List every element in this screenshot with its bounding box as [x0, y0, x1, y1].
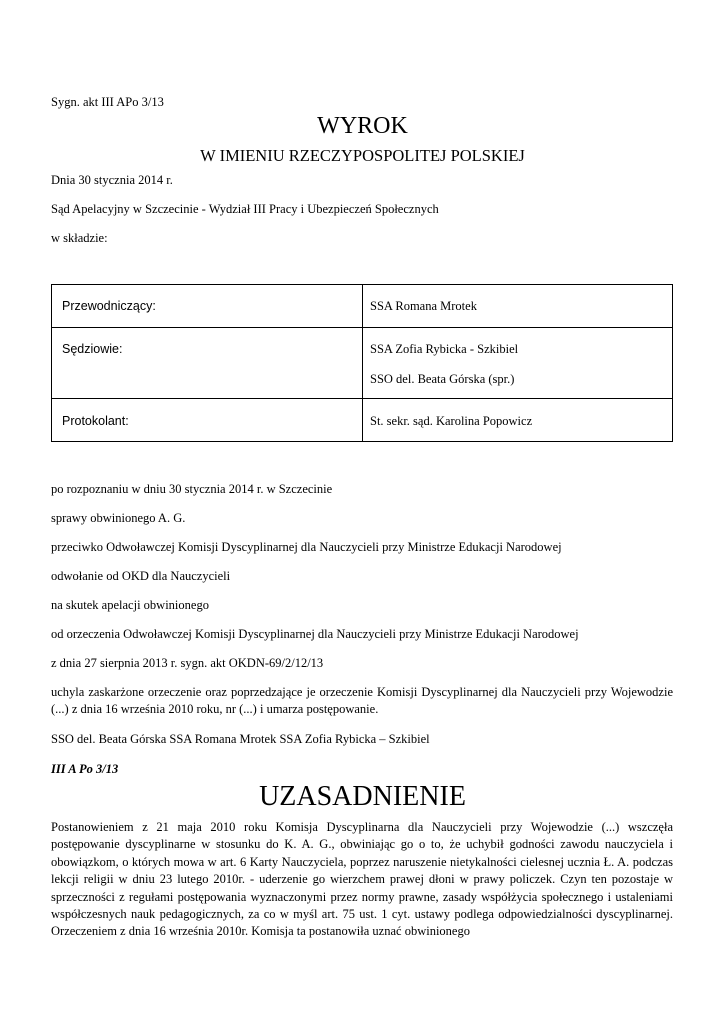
- paragraph: przeciwko Odwoławczej Komisji Dyscyplinarnej dla Nauczycieli przy Ministrze Edukacji Narodowej: [51, 540, 562, 554]
- judgment-date: Dnia 30 stycznia 2014 r.: [51, 173, 173, 187]
- court-name: Sąd Apelacyjny w Szczecinie - Wydział III Pracy i Ubezpieczeń Społecznych: [51, 202, 439, 216]
- table-divider: [52, 398, 672, 399]
- justification-heading: UZASADNIENIE: [259, 781, 466, 812]
- clerk-label: Protokolant:: [62, 414, 129, 428]
- paragraph: na skutek apelacji obwinionego: [51, 598, 209, 612]
- case-reference: Sygn. akt III APo 3/13: [51, 95, 164, 109]
- document-subtitle: W IMIENIU RZECZYPOSPOLITEJ POLSKIEJ: [200, 146, 525, 165]
- bench-table: [51, 284, 673, 442]
- paragraph: po rozpoznaniu w dniu 30 stycznia 2014 r. w Szczecinie: [51, 482, 333, 496]
- clerk-name: St. sekr. sąd. Karolina Popowicz: [370, 414, 533, 428]
- judge-name-1: SSA Zofia Rybicka - Szkibiel: [370, 342, 519, 356]
- justification-case-ref: III A Po 3/13: [51, 762, 119, 776]
- ruling-paragraph: uchyla zaskarżone orzeczenie oraz poprzedzające je orzeczenie Komisji Dyscyplinarnej dla Nauczycieli przy Wojewodzie (...) z dnia 16 września 2010 roku, nr (...) i umarza postępowanie.: [51, 685, 673, 716]
- paragraph: z dnia 27 sierpnia 2013 r. sygn. akt OKDN-69/2/12/13: [51, 656, 324, 670]
- paragraph: odwołanie od OKD dla Nauczycieli: [51, 569, 231, 583]
- paragraph: od orzeczenia Odwoławczej Komisji Dyscyplinarnej dla Nauczycieli przy Ministrze Edukacji Narodowej: [51, 627, 579, 641]
- presiding-name: SSA Romana Mrotek: [370, 299, 477, 313]
- presiding-label: Przewodniczący:: [62, 299, 156, 313]
- paragraph: sprawy obwinionego A. G.: [51, 511, 186, 525]
- composition-label: w składzie:: [51, 231, 108, 245]
- table-divider: [362, 285, 363, 441]
- judges-label: Sędziowie:: [62, 342, 123, 356]
- table-divider: [52, 327, 672, 328]
- document-title: WYROK: [317, 113, 408, 139]
- justification-text: Postanowieniem z 21 maja 2010 roku Komisja Dyscyplinarna dla Nauczycieli przy Wojewodzie (...) wszczęła postępowanie dyscyplinarne w stosunku do K. A. G., obwiniając go o to, że uchybił godności zawodu nauczyciela i obowiązkom, o których mowa w art. 6 Karty Nauczyciela, poprzez naruszenie nietykalności cielesnej ucznia Ł. A. podczas lekcji religii w dniu 23 lutego 2010r. - uderzenie go wierzchem prawej dłoni w prawy policzek. Czyn ten pozostaje w sprzeczności z regułami postępowania wyznaczonymi przez normy prawne, zasady współżycia społecznego i ustaleniami współczesnych nauk pedagogicznych, za co w myśl art. 75 ust. 1 cyt. ustawy podlega odpowiedzialności dyscyplinarnej. Orzeczeniem z dnia 16 września 2010r. Komisja ta postanowiła uznać obwinionego: [51, 820, 673, 939]
- signatures-line: SSO del. Beata Górska SSA Romana Mrotek SSA Zofia Rybicka – Szkibiel: [51, 732, 430, 746]
- judge-name-2: SSO del. Beata Górska (spr.): [370, 372, 515, 386]
